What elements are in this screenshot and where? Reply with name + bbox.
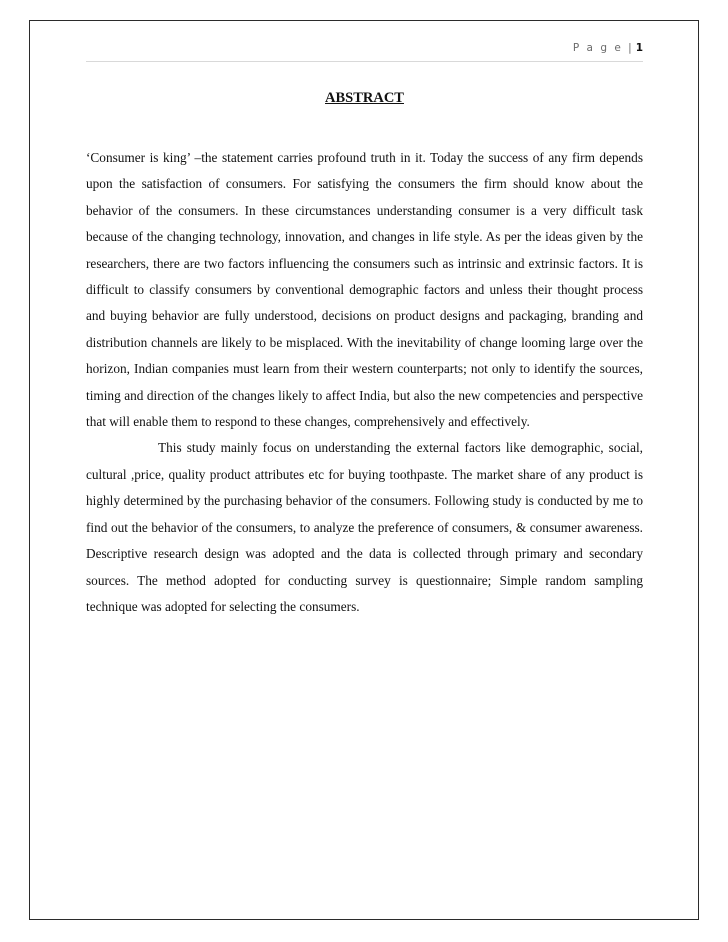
paragraph-2: This study mainly focus on understanding the external factors like demographic, social, cultural ,price, quality product attributes etc for buying toothpaste. The market share of any product is highly determined by the purchasing behavior of the consumers. Following study is conducted by me to find out the behavior of the consumers, to analyze the preference of consumers, & consumer awareness. Descriptive research design was adopted and the data is collected through primary and secondary sources. The method adopted for conducting survey is questionnaire; Simple random sampling technique was adopted for selecting the consumers. [86, 440, 643, 614]
page-separator: | [628, 42, 634, 54]
page-number: 1 [635, 42, 643, 54]
document-title: ABSTRACT [325, 90, 404, 106]
header-divider [86, 61, 643, 62]
document-body [86, 145, 643, 620]
page-label: P a g e [572, 42, 623, 54]
paragraph-1: ‘Consumer is king’ –the statement carries profound truth in it. Today the success of any firm depends upon the satisfaction of consumers. For satisfying the consumers the firm should know about the behavior of the consumers. In these circumstances understanding consumer is a very difficult task because of the changing technology, innovation, and changes in life style. As per the ideas given by the researchers, there are two factors influencing the consumers such as intrinsic and extrinsic factors. It is difficult to classify consumers by conventional demographic factors and unless their thought process and buying behavior are fully understood, decisions on product designs and packaging, branding and distribution channels are likely to be misplaced. With the inevitability of change looming large over the horizon, Indian companies must learn from their western counterparts; not only to identify the sources, timing and direction of the changes likely to affect India, but also the new competencies and perspective that will enable them to respond to these changes, comprehensively and effectively. [86, 150, 643, 430]
page-header [86, 42, 643, 62]
page-number-label [573, 42, 643, 54]
